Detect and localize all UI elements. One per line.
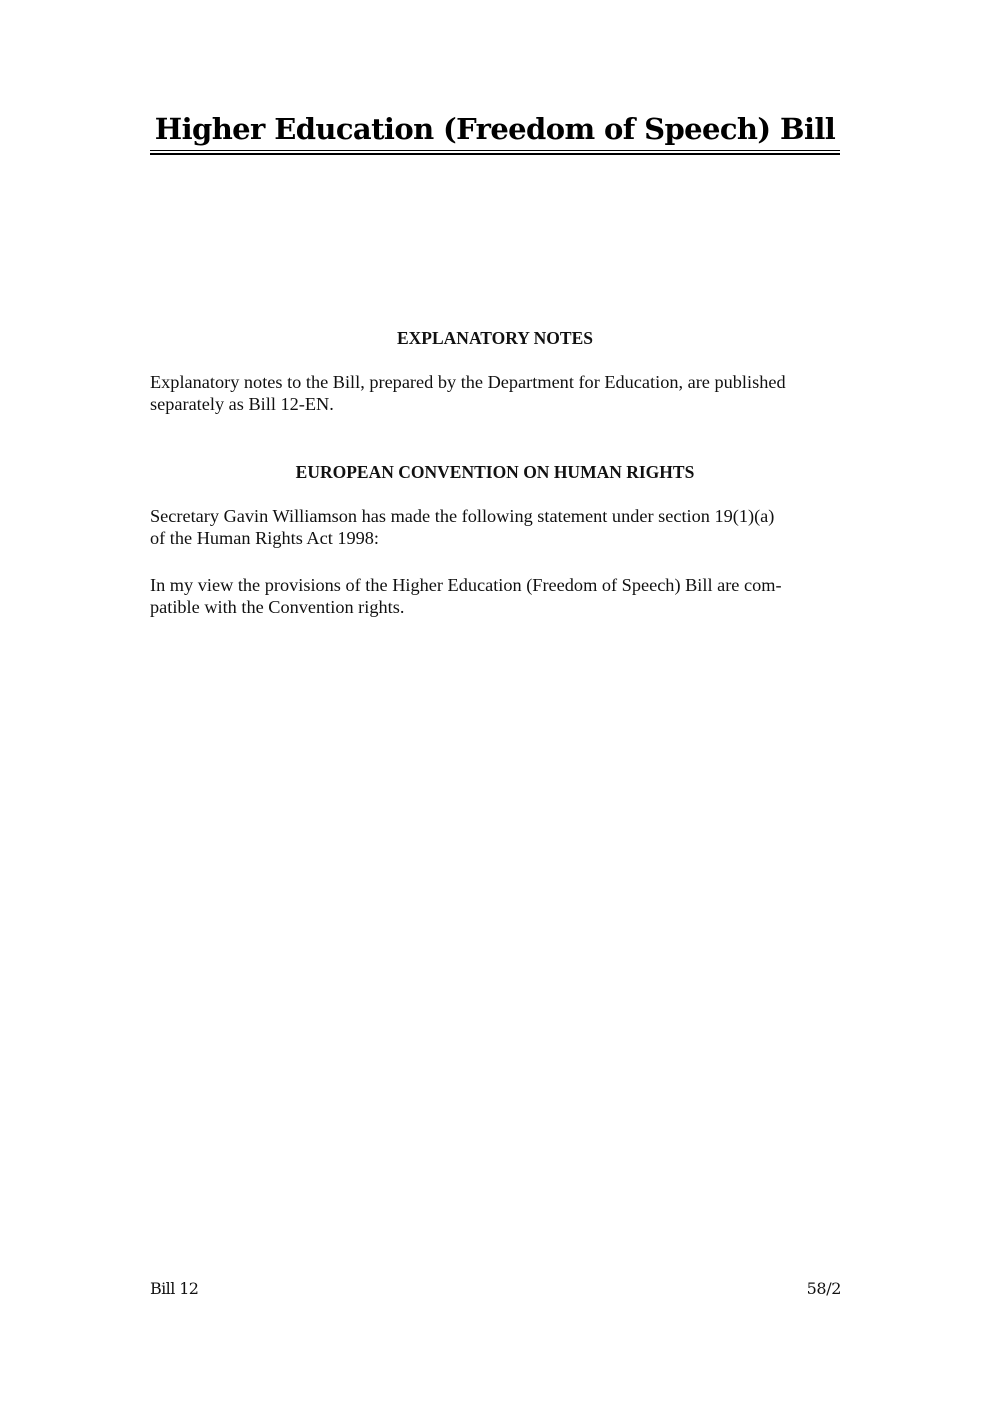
footer-print-reference: 58/2 (806, 1279, 841, 1298)
section-heading-explanatory-notes: EXPLANATORY NOTES (397, 328, 593, 348)
bill-title: Higher Education (Freedom of Speech) Bill (154, 112, 836, 146)
paragraph-line: of the Human Rights Act 1998: (150, 528, 380, 548)
footer-bill-number: Bill 12 (150, 1279, 199, 1298)
paragraph-line: In my view the provisions of the Higher Education (Freedom of Speech) Bill are com- (150, 575, 782, 595)
compatibility-statement-paragraph (150, 574, 842, 618)
paragraph-line: separately as Bill 12-EN. (150, 394, 334, 414)
ministerial-statement-paragraph (150, 505, 842, 549)
paragraph-line: Explanatory notes to the Bill, prepared by the Department for Education, are published (150, 372, 786, 392)
title-rule-thin (150, 150, 840, 151)
paragraph-line: patible with the Convention rights. (150, 597, 405, 617)
title-rule-thick (150, 153, 840, 155)
paragraph-line: Secretary Gavin Williamson has made the following statement under section 19(1)(a) (150, 506, 775, 526)
section-heading-echr: EUROPEAN CONVENTION ON HUMAN RIGHTS (295, 462, 695, 482)
explanatory-notes-paragraph (150, 371, 842, 415)
